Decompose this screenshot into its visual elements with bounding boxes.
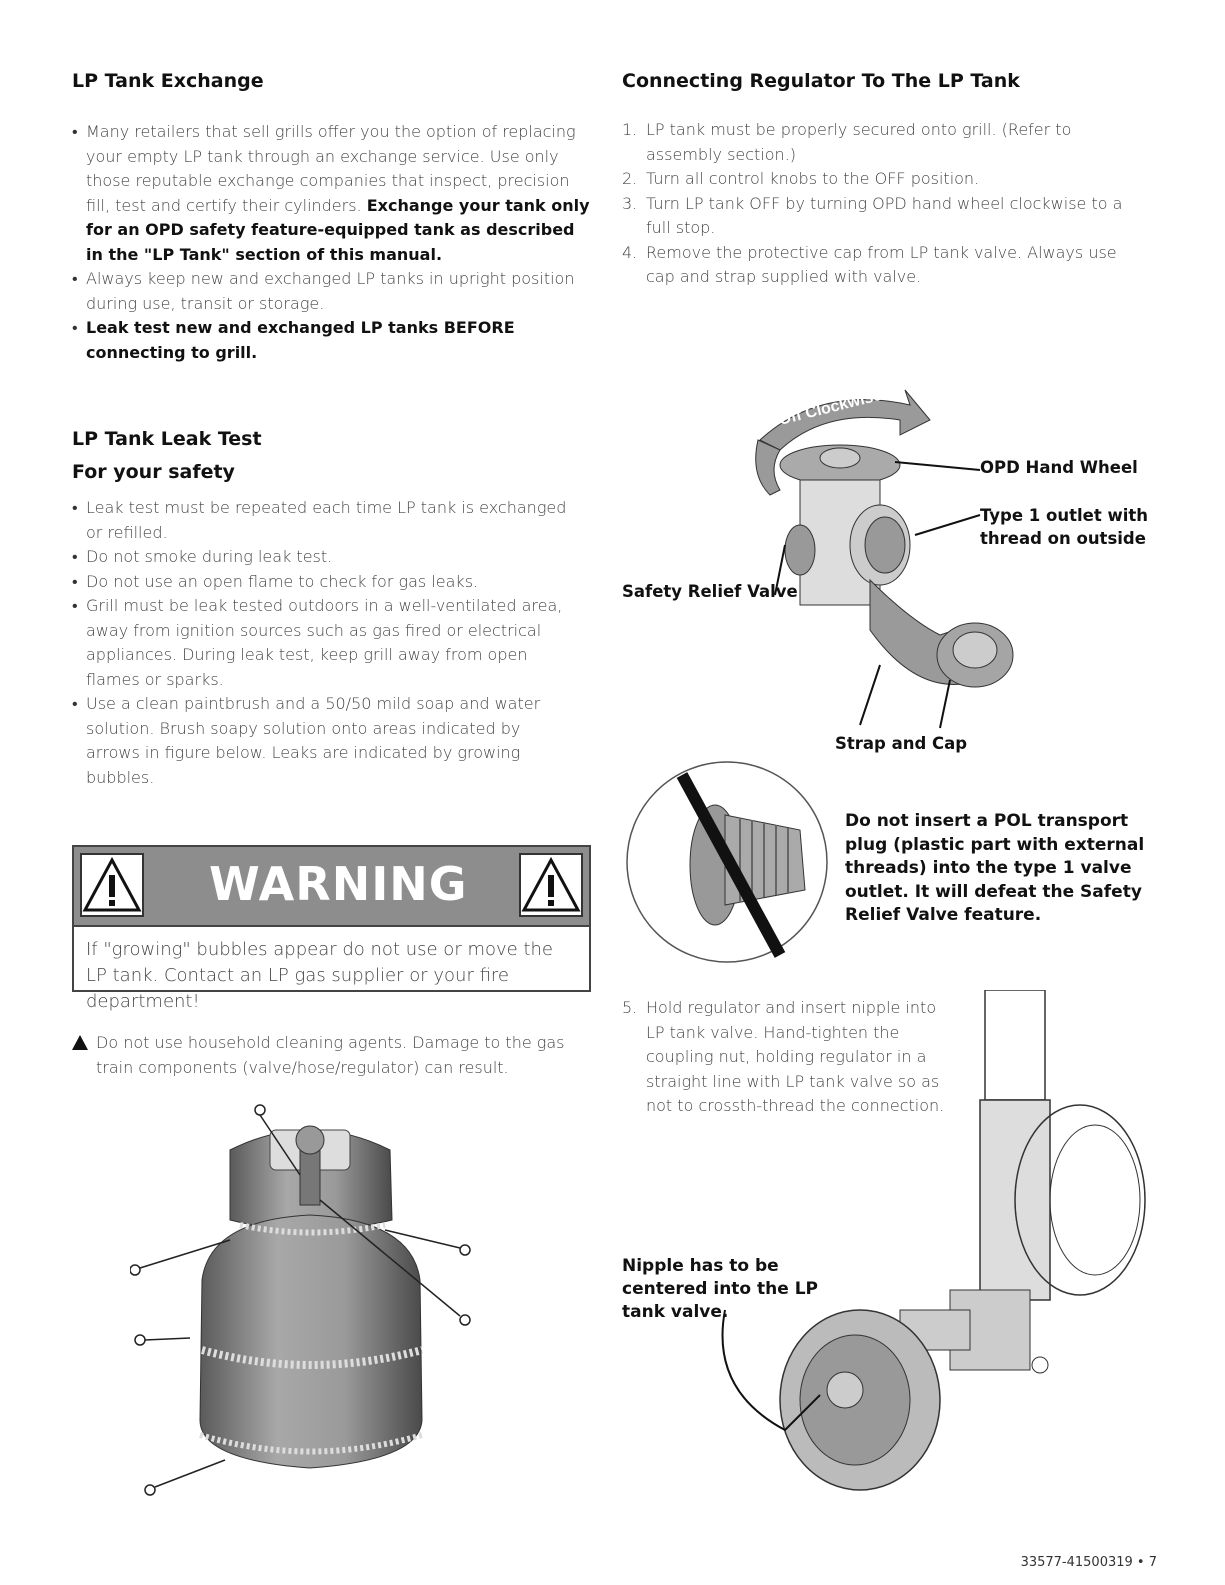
warning-triangle-icon	[519, 853, 583, 917]
leak-test-bullets	[72, 496, 577, 790]
list-item: 4. Remove the protective cap from LP tank valve. Always use cap and strap supplied with valve.	[622, 242, 1117, 286]
list-item: 3. Turn LP tank OFF by turning OPD hand wheel clockwise to a full stop.	[622, 193, 1123, 237]
opd-hand-wheel-label: OPD Hand Wheel	[980, 458, 1138, 477]
list-item: 1. LP tank must be properly secured onto grill. (Refer to assembly section.)	[622, 120, 1072, 164]
caution-triangle-icon	[72, 1035, 88, 1050]
tank-valve-diagram	[740, 380, 1060, 730]
list-item: • Use a clean paintbrush and a 50/50 mild soap and water solution. Brush soapy solution onto areas indicated by arrows in figure below. Leaks are indicated by growing bubbles.	[72, 692, 577, 790]
regulator-title: Connecting Regulator To The LP Tank	[622, 70, 1020, 92]
type1-outlet-label: Type 1 outlet with thread on outside	[980, 506, 1149, 548]
exchange-title: LP Tank Exchange	[72, 70, 264, 92]
warning-box	[72, 845, 591, 1012]
list-item: • Leak test new and exchanged LP tanks BEFORE connecting to grill.	[72, 316, 592, 365]
warning-triangle-icon	[80, 853, 144, 917]
list-item: • Always keep new and exchanged LP tanks in upright position during use, transit or storage.	[72, 267, 592, 316]
warning-title: WARNING	[209, 857, 468, 911]
list-item: • Grill must be leak tested outdoors in a well-ventilated area, away from ignition sources such as gas fired or electrical appliances. During leak test, keep grill away from open flames or sparks.	[72, 594, 577, 692]
regulator-connection-illustration	[700, 990, 1160, 1510]
warning-text: If "growing" bubbles appear do not use or move the LP tank. Contact an LP gas supplier or your fire department!	[86, 939, 553, 1012]
list-item: • Leak test must be repeated each time LP tank is exchanged or refilled.	[72, 496, 577, 545]
no-pol-plug-illustration	[620, 755, 835, 970]
leak-test-title: LP Tank Leak Test	[72, 428, 262, 450]
lp-tank-illustration	[130, 1090, 490, 1500]
list-item: • Do not smoke during leak test.	[72, 545, 577, 570]
safety-subtitle: For your safety	[72, 461, 235, 483]
strap-and-cap-label: Strap and Cap	[835, 734, 968, 753]
list-item: • Many retailers that sell grills offer you the option of replacing your empty LP tank through an exchange service. Use only those reputable exchange companies that inspect, precision fill, test and certify their cylinders. Exchange your tank only for an OPD safety feature-equipped tank as described in the "LP Tank" section of this manual.	[72, 120, 592, 267]
step-5: 5. Hold regulator and insert nipple into LP tank valve. Hand-tighten the coupling nut, holding regulator in a straight line with LP tank valve so as not to crossth-thread the connection.	[622, 998, 945, 1115]
list-item: • Do not use an open flame to check for gas leaks.	[72, 570, 577, 595]
caution-note: Do not use household cleaning agents. Damage to the gas train components (valve/hose/regulator) can result.	[72, 1031, 586, 1080]
page-footer: 33577-41500319 • 7	[1020, 1555, 1157, 1570]
safety-relief-valve-label: Safety Relief Valve	[622, 582, 798, 601]
nipple-label: Nipple has to be centered into the LP tank valve.	[622, 1256, 818, 1322]
pol-plug-warning: Do not insert a POL transport plug (plastic part with external threads) into the type 1 valve outlet. It will defeat the Safety Relief Valve feature.	[845, 811, 1145, 925]
connection-steps	[622, 118, 1132, 290]
list-item: 2. Turn all control knobs to the OFF position.	[622, 169, 980, 188]
exchange-bullets	[72, 120, 592, 365]
warning-header	[74, 847, 589, 927]
dial-direction-text: Off Clockwise	[776, 386, 884, 429]
